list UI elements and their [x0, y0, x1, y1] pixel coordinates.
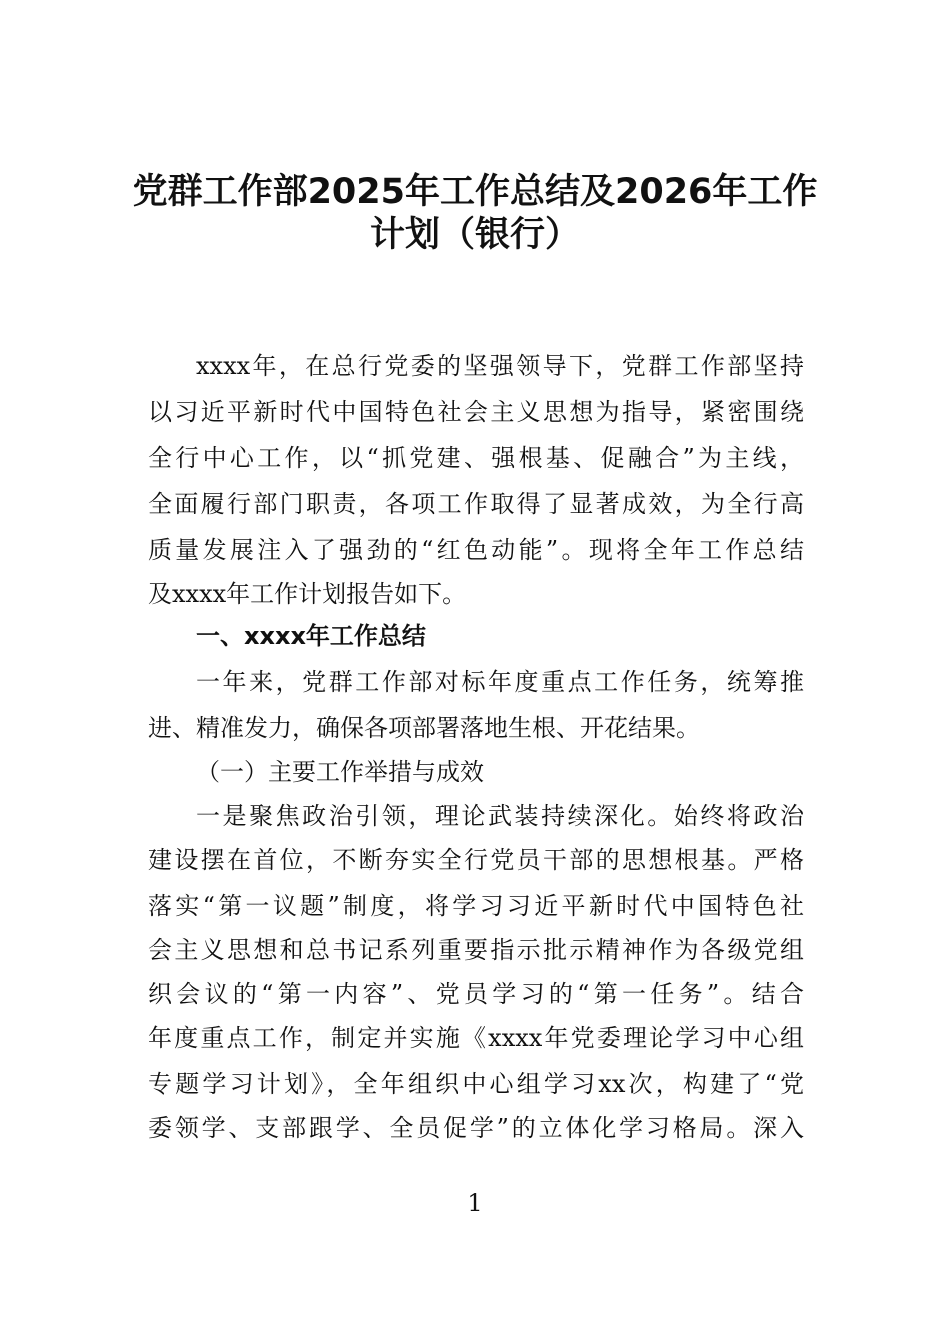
subsection-1-line-4: 会主义思想和总书记系列重要指示批示精神作为各级党组 — [148, 936, 804, 964]
section-1-intro-line-1: 一年来，党群工作部对标年度重点工作任务，统筹推 — [196, 668, 804, 696]
subsection-1-line-1: 一是聚焦政治引领，理论武装持续深化。始终将政治 — [196, 802, 804, 830]
document-title-line-2: 计划（银行） — [369, 215, 580, 255]
section-1-heading: 一、xxxx年工作总结 — [196, 622, 426, 650]
intro-line-6: 及xxxx年工作计划报告如下。 — [148, 580, 467, 608]
subsection-1-line-7: 专题学习计划》，全年组织中心组学习xx次，构建了“党 — [148, 1070, 804, 1098]
subsection-1-line-2: 建设摆在首位，不断夯实全行党员干部的思想根基。严格 — [148, 846, 804, 874]
intro-line-1: xxxx年，在总行党委的坚强领导下，党群工作部坚持 — [196, 352, 804, 380]
intro-line-5: 质量发展注入了强劲的“红色动能”。现将全年工作总结 — [148, 536, 804, 564]
intro-line-2: 以习近平新时代中国特色社会主义思想为指导，紧密围绕 — [148, 398, 804, 426]
subsection-1-heading: （一）主要工作举措与成效 — [196, 758, 484, 786]
document-title-line-1: 党群工作部2025年工作总结及2026年工作 — [132, 172, 818, 212]
intro-line-3: 全行中心工作，以“抓党建、强根基、促融合”为主线， — [148, 444, 804, 472]
intro-line-4: 全面履行部门职责，各项工作取得了显著成效，为全行高 — [148, 490, 804, 518]
subsection-1-line-8: 委领学、支部跟学、全员促学”的立体化学习格局。深入 — [148, 1114, 804, 1142]
subsection-1-line-3: 落实“第一议题”制度，将学习习近平新时代中国特色社 — [148, 892, 804, 920]
section-1-intro-line-2: 进、精准发力，确保各项部署落地生根、开花结果。 — [148, 714, 700, 742]
page-number: 1 — [467, 1189, 483, 1217]
subsection-1-line-6: 年度重点工作，制定并实施《xxxx年党委理论学习中心组 — [148, 1024, 804, 1052]
subsection-1-line-5: 织会议的“第一内容”、党员学习的“第一任务”。结合 — [148, 980, 804, 1008]
